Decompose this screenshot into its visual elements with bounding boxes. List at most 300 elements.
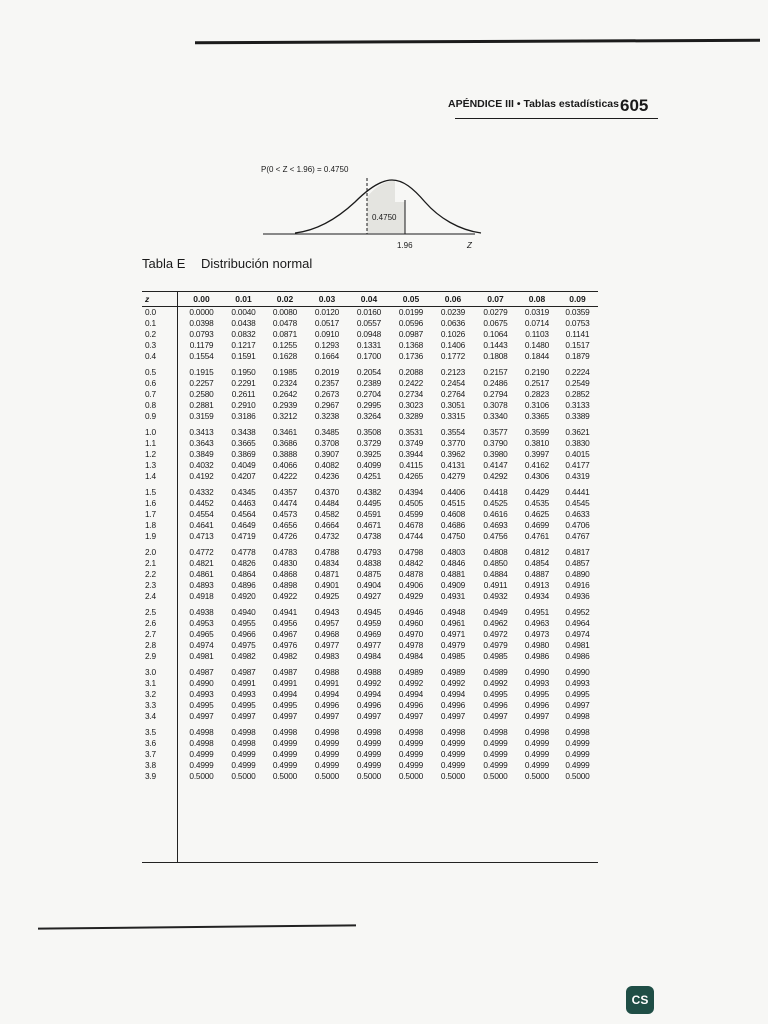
probability-cell: 0.1664 (314, 350, 340, 361)
probability-cell: 0.4988 (314, 666, 340, 677)
probability-cell: 0.4999 (189, 749, 214, 760)
probability-cell: 0.5000 (231, 771, 256, 782)
probability-cell: 0.0000 (189, 306, 214, 317)
probability-cell: 0.3643 (189, 437, 214, 448)
probability-cell: 0.4864 (231, 568, 256, 579)
probability-cell: 0.3340 (483, 410, 508, 421)
probability-cell: 0.4591 (356, 508, 382, 519)
probability-cell: 0.4699 (524, 520, 550, 531)
probability-cell: 0.4987 (189, 666, 214, 677)
probability-cell: 0.2190 (524, 366, 550, 377)
probability-cell: 0.3264 (356, 410, 382, 421)
table-header-row (142, 292, 598, 306)
probability-cell: 0.4990 (565, 666, 590, 677)
probability-cell: 0.4996 (356, 700, 382, 711)
probability-cell: 0.0319 (524, 306, 550, 317)
table-row (142, 328, 598, 339)
probability-cell: 0.4964 (565, 617, 590, 628)
z-value-cell: 1.7 (145, 508, 156, 519)
z-value-cell: 2.6 (145, 617, 156, 628)
probability-cell: 0.5000 (356, 771, 382, 782)
probability-cell: 0.4995 (231, 700, 256, 711)
probability-cell: 0.3944 (398, 448, 424, 459)
probability-cell: 0.4732 (314, 531, 340, 542)
probability-cell: 0.4953 (189, 617, 214, 628)
probability-cell: 0.5000 (189, 771, 214, 782)
probability-cell: 0.4505 (398, 497, 424, 508)
probability-cell: 0.1217 (231, 339, 256, 350)
probability-cell: 0.4997 (314, 711, 340, 722)
probability-cell: 0.0753 (565, 317, 590, 328)
probability-cell: 0.2257 (189, 377, 214, 388)
table-row (142, 437, 598, 448)
probability-cell: 0.4995 (189, 700, 214, 711)
probability-cell: 0.4898 (272, 580, 298, 591)
table-row (142, 486, 598, 497)
table-row (142, 350, 598, 361)
table-row (142, 726, 598, 737)
column-header: 0.05 (402, 294, 420, 304)
table-row (142, 711, 598, 722)
probability-cell: 0.4909 (440, 580, 466, 591)
probability-cell: 0.4981 (565, 640, 590, 651)
probability-cell: 0.0239 (440, 306, 466, 317)
probability-cell: 0.4881 (440, 568, 466, 579)
probability-cell: 0.4761 (524, 531, 550, 542)
probability-cell: 0.4999 (398, 738, 424, 749)
probability-cell: 0.4994 (356, 689, 382, 700)
probability-cell: 0.4999 (483, 760, 508, 771)
probability-cell: 0.2019 (314, 366, 340, 377)
probability-cell: 0.4922 (272, 591, 298, 602)
probability-cell: 0.3389 (565, 410, 590, 421)
probability-cell: 0.4082 (314, 459, 340, 470)
probability-cell: 0.4999 (314, 749, 340, 760)
probability-cell: 0.2454 (440, 377, 466, 388)
z-value-cell: 2.0 (145, 546, 156, 557)
probability-cell: 0.3770 (440, 437, 466, 448)
probability-cell: 0.2357 (314, 377, 340, 388)
table-row (142, 677, 598, 688)
probability-cell: 0.4945 (356, 606, 382, 617)
probability-cell: 0.4999 (398, 760, 424, 771)
probability-cell: 0.4875 (356, 568, 382, 579)
column-header: 0.09 (569, 294, 586, 304)
probability-cell: 0.4994 (440, 689, 466, 700)
probability-cell: 0.2291 (231, 377, 256, 388)
probability-cell: 0.4990 (524, 666, 550, 677)
probability-cell: 0.4985 (483, 651, 508, 662)
probability-cell: 0.4812 (524, 546, 550, 557)
z-value-cell: 1.9 (145, 531, 156, 542)
probability-cell: 0.4966 (231, 629, 256, 640)
probability-cell: 0.3621 (565, 426, 590, 437)
table-number: Tabla E (142, 256, 186, 271)
probability-cell: 0.4049 (231, 459, 256, 470)
table-row (142, 471, 598, 482)
probability-cell: 0.4989 (440, 666, 466, 677)
probability-cell: 0.4625 (524, 508, 550, 519)
probability-cell: 0.4495 (356, 497, 382, 508)
probability-cell: 0.2157 (483, 366, 508, 377)
probability-cell: 0.4744 (398, 531, 424, 542)
probability-cell: 0.4788 (314, 546, 340, 557)
probability-cell: 0.4996 (440, 700, 466, 711)
z-value-cell: 0.6 (145, 377, 156, 388)
z-value-cell: 3.4 (145, 711, 156, 722)
probability-cell: 0.4803 (440, 546, 466, 557)
table-row (142, 388, 598, 399)
z-value-cell: 2.9 (145, 651, 156, 662)
z-value-cell: 2.7 (145, 629, 156, 640)
column-header: 0.07 (487, 294, 504, 304)
z-value-cell: 2.3 (145, 580, 156, 591)
probability-cell: 0.4998 (440, 726, 466, 737)
probability-cell: 0.4332 (189, 486, 214, 497)
probability-cell: 0.4988 (356, 666, 382, 677)
probability-cell: 0.4633 (565, 508, 590, 519)
probability-cell: 0.4984 (356, 651, 382, 662)
probability-cell: 0.4756 (483, 531, 508, 542)
probability-cell: 0.4994 (314, 689, 340, 700)
probability-cell: 0.4890 (565, 568, 590, 579)
table-caption (142, 256, 312, 271)
probability-cell: 0.4982 (231, 651, 256, 662)
probability-cell: 0.3810 (524, 437, 550, 448)
probability-cell: 0.4989 (483, 666, 508, 677)
probability-cell: 0.4846 (440, 557, 466, 568)
table-row (142, 640, 598, 651)
probability-cell: 0.4995 (565, 689, 590, 700)
probability-cell: 0.4826 (231, 557, 256, 568)
probability-cell: 0.4949 (483, 606, 508, 617)
probability-cell: 0.4015 (565, 448, 590, 459)
probability-cell: 0.4671 (356, 520, 382, 531)
probability-cell: 0.4955 (231, 617, 256, 628)
probability-cell: 0.3665 (231, 437, 256, 448)
probability-cell: 0.4463 (231, 497, 256, 508)
z-value-cell: 3.8 (145, 760, 156, 771)
probability-cell: 0.4974 (189, 640, 214, 651)
probability-cell: 0.4131 (440, 459, 466, 470)
probability-cell: 0.4719 (231, 531, 256, 542)
probability-cell: 0.4192 (189, 471, 214, 482)
probability-cell: 0.1406 (440, 339, 466, 350)
z-value-cell: 0.8 (145, 399, 156, 410)
probability-cell: 0.4990 (189, 678, 214, 689)
probability-cell: 0.3925 (356, 448, 382, 459)
probability-cell: 0.4967 (272, 629, 298, 640)
probability-cell: 0.0120 (314, 306, 340, 317)
z-value-cell: 1.2 (145, 448, 156, 459)
probability-cell: 0.2224 (565, 366, 590, 377)
probability-cell: 0.4838 (356, 557, 382, 568)
probability-cell: 0.1628 (272, 350, 298, 361)
probability-cell: 0.4901 (314, 580, 340, 591)
probability-cell: 0.1772 (440, 350, 466, 361)
column-header: 0.08 (528, 294, 546, 304)
probability-cell: 0.2054 (356, 366, 382, 377)
table-row (142, 580, 598, 591)
probability-cell: 0.0517 (314, 317, 340, 328)
table-row (142, 531, 598, 542)
z-value-cell: 0.0 (145, 306, 156, 317)
probability-cell: 0.4616 (483, 508, 508, 519)
probability-cell: 0.0675 (483, 317, 508, 328)
probability-cell: 0.1736 (398, 350, 424, 361)
probability-cell: 0.4998 (272, 726, 298, 737)
z-value-cell: 2.2 (145, 568, 156, 579)
probability-cell: 0.4985 (440, 651, 466, 662)
probability-cell: 0.4971 (440, 629, 466, 640)
probability-cell: 0.4999 (524, 738, 550, 749)
probability-cell: 0.4916 (565, 580, 590, 591)
probability-cell: 0.3438 (231, 426, 256, 437)
probability-cell: 0.4982 (272, 651, 298, 662)
probability-cell: 0.4066 (272, 459, 298, 470)
probability-cell: 0.2823 (524, 388, 550, 399)
probability-cell: 0.4998 (231, 738, 256, 749)
probability-cell: 0.3830 (565, 437, 590, 448)
probability-cell: 0.4997 (231, 711, 256, 722)
probability-cell: 0.1331 (356, 339, 382, 350)
probability-cell: 0.4999 (483, 738, 508, 749)
probability-cell: 0.2123 (440, 366, 466, 377)
table-title: Distribución normal (201, 256, 313, 271)
probability-cell: 0.4726 (272, 531, 298, 542)
probability-cell: 0.0040 (231, 306, 256, 317)
z-column-header: z (145, 294, 150, 304)
column-header: 0.02 (276, 294, 294, 304)
probability-cell: 0.4515 (440, 497, 466, 508)
column-header: 0.00 (193, 294, 210, 304)
z-value-cell: 0.5 (145, 366, 156, 377)
probability-cell: 0.4977 (356, 640, 382, 651)
probability-cell: 0.4980 (524, 640, 550, 651)
probability-cell: 0.4993 (524, 678, 550, 689)
z-value-cell: 2.8 (145, 640, 156, 651)
probability-cell: 0.3531 (398, 426, 424, 437)
probability-cell: 0.4686 (440, 520, 466, 531)
probability-cell: 0.4162 (524, 459, 550, 470)
normal-curve-figure (255, 158, 495, 258)
probability-cell: 0.4850 (483, 557, 508, 568)
z-value-cell: 1.0 (145, 426, 156, 437)
probability-cell: 0.2910 (231, 399, 256, 410)
probability-cell: 0.5000 (524, 771, 550, 782)
probability-cell: 0.4970 (398, 629, 424, 640)
probability-cell: 0.2734 (398, 388, 424, 399)
probability-cell: 0.1443 (483, 339, 508, 350)
probability-cell: 0.4738 (356, 531, 382, 542)
probability-cell: 0.2517 (524, 377, 550, 388)
probability-cell: 0.4535 (524, 497, 550, 508)
probability-cell: 0.4996 (524, 700, 550, 711)
probability-cell: 0.3729 (356, 437, 382, 448)
table-row (142, 557, 598, 568)
z-value-cell: 0.9 (145, 410, 156, 421)
probability-cell: 0.2967 (314, 399, 340, 410)
probability-cell: 0.4904 (356, 580, 382, 591)
table-row (142, 617, 598, 628)
table-row (142, 497, 598, 508)
probability-cell: 0.3962 (440, 448, 466, 459)
probability-cell: 0.3869 (231, 448, 256, 459)
probability-cell: 0.4992 (440, 678, 466, 689)
probability-cell: 0.4997 (272, 711, 298, 722)
probability-cell: 0.4981 (189, 651, 214, 662)
probability-cell: 0.2580 (189, 388, 214, 399)
probability-cell: 0.0199 (398, 306, 424, 317)
table-row (142, 519, 598, 530)
probability-cell: 0.4842 (398, 557, 424, 568)
probability-cell: 0.4357 (272, 486, 298, 497)
probability-cell: 0.4987 (231, 666, 256, 677)
z-value-cell: 2.4 (145, 591, 156, 602)
probability-cell: 0.4972 (483, 629, 508, 640)
probability-cell: 0.1368 (398, 339, 424, 350)
probability-cell: 0.4918 (189, 591, 214, 602)
probability-cell: 0.0080 (272, 306, 298, 317)
table-row (142, 377, 598, 388)
probability-cell: 0.1064 (483, 328, 508, 339)
probability-cell: 0.4927 (356, 591, 382, 602)
z-value-cell: 0.2 (145, 328, 156, 339)
probability-cell: 0.4418 (483, 486, 508, 497)
probability-cell: 0.4871 (314, 568, 340, 579)
z-value-cell: 3.1 (145, 678, 156, 689)
probability-cell: 0.4999 (231, 760, 256, 771)
probability-cell: 0.3508 (356, 426, 382, 437)
probability-cell: 0.4992 (398, 678, 424, 689)
probability-cell: 0.4963 (524, 617, 550, 628)
probability-cell: 0.4678 (398, 520, 424, 531)
probability-cell: 0.0279 (483, 306, 508, 317)
probability-cell: 0.4582 (314, 508, 340, 519)
probability-cell: 0.5000 (398, 771, 424, 782)
normal-distribution-table (142, 292, 598, 782)
probability-cell: 0.4998 (314, 726, 340, 737)
running-head: APÉNDICE III • Tablas estadísticas (448, 98, 619, 110)
z-value-cell: 3.9 (145, 771, 156, 782)
probability-cell: 0.4965 (189, 629, 214, 640)
table-row (142, 591, 598, 602)
probability-cell: 0.4998 (565, 711, 590, 722)
table-row (142, 738, 598, 749)
probability-cell: 0.0714 (524, 317, 550, 328)
probability-cell: 0.4554 (189, 508, 214, 519)
z-value-cell: 3.5 (145, 726, 156, 737)
probability-cell: 0.0910 (314, 328, 340, 339)
probability-cell: 0.2939 (272, 399, 298, 410)
probability-cell: 0.2704 (356, 388, 382, 399)
probability-cell: 0.4896 (231, 580, 256, 591)
probability-cell: 0.4641 (189, 520, 214, 531)
probability-cell: 0.3577 (483, 426, 508, 437)
probability-cell: 0.4931 (440, 591, 466, 602)
probability-cell: 0.4599 (398, 508, 424, 519)
top-rule (195, 39, 760, 44)
column-header: 0.04 (360, 294, 378, 304)
probability-cell: 0.2852 (565, 388, 590, 399)
probability-cell: 0.4996 (483, 700, 508, 711)
probability-cell: 0.4993 (189, 689, 214, 700)
z-value-cell: 1.1 (145, 437, 156, 448)
probability-cell: 0.4911 (483, 580, 508, 591)
probability-cell: 0.4887 (524, 568, 550, 579)
probability-cell: 0.4994 (272, 689, 298, 700)
probability-cell: 0.4868 (272, 568, 298, 579)
table-row (142, 606, 598, 617)
probability-cell: 0.4974 (565, 629, 590, 640)
probability-cell: 0.3461 (272, 426, 298, 437)
probability-cell: 0.4938 (189, 606, 214, 617)
probability-cell: 0.3907 (314, 448, 340, 459)
probability-cell: 0.2995 (356, 399, 382, 410)
z-value-cell: 3.7 (145, 749, 156, 760)
probability-cell: 0.4968 (314, 629, 340, 640)
table-row (142, 771, 598, 782)
probability-cell: 0.1985 (272, 366, 298, 377)
z-value-cell: 1.6 (145, 497, 156, 508)
probability-cell: 0.4998 (189, 738, 214, 749)
probability-cell: 0.0398 (189, 317, 214, 328)
probability-cell: 0.4979 (483, 640, 508, 651)
probability-cell: 0.3159 (189, 410, 214, 421)
probability-cell: 0.4993 (231, 689, 256, 700)
probability-cell: 0.4099 (356, 459, 382, 470)
probability-cell: 0.4147 (483, 459, 508, 470)
probability-cell: 0.4913 (524, 580, 550, 591)
probability-cell: 0.4999 (189, 760, 214, 771)
probability-cell: 0.5000 (272, 771, 298, 782)
probability-cell: 0.4767 (565, 531, 590, 542)
probability-cell: 0.4999 (524, 760, 550, 771)
probability-cell: 0.4772 (189, 546, 214, 557)
probability-cell: 0.4941 (272, 606, 298, 617)
probability-cell: 0.3051 (440, 399, 466, 410)
probability-cell: 0.4999 (483, 749, 508, 760)
probability-cell: 0.3599 (524, 426, 550, 437)
probability-cell: 0.4976 (272, 640, 298, 651)
probability-cell: 0.1141 (565, 328, 590, 339)
probability-cell: 0.0636 (440, 317, 466, 328)
probability-cell: 0.4999 (272, 760, 298, 771)
probability-cell: 0.4664 (314, 520, 340, 531)
table-row (142, 410, 598, 421)
probability-cell: 0.4394 (398, 486, 424, 497)
probability-cell: 0.4952 (565, 606, 590, 617)
probability-cell: 0.4998 (565, 726, 590, 737)
probability-cell: 0.4817 (565, 546, 590, 557)
z-value-cell: 3.0 (145, 666, 156, 677)
z-value-cell: 1.5 (145, 486, 156, 497)
probability-cell: 0.4986 (524, 651, 550, 662)
probability-cell: 0.4979 (440, 640, 466, 651)
probability-cell: 0.3078 (483, 399, 508, 410)
probability-cell: 0.3980 (483, 448, 508, 459)
probability-cell: 0.4997 (565, 700, 590, 711)
probability-cell: 0.4474 (272, 497, 298, 508)
header-rule (455, 118, 658, 119)
table-row (142, 399, 598, 410)
probability-cell: 0.2611 (231, 388, 256, 399)
probability-cell: 0.2642 (272, 388, 298, 399)
probability-cell: 0.0557 (356, 317, 382, 328)
probability-cell: 0.4115 (399, 459, 423, 470)
probability-cell: 0.4821 (189, 557, 214, 568)
table-row (142, 426, 598, 437)
